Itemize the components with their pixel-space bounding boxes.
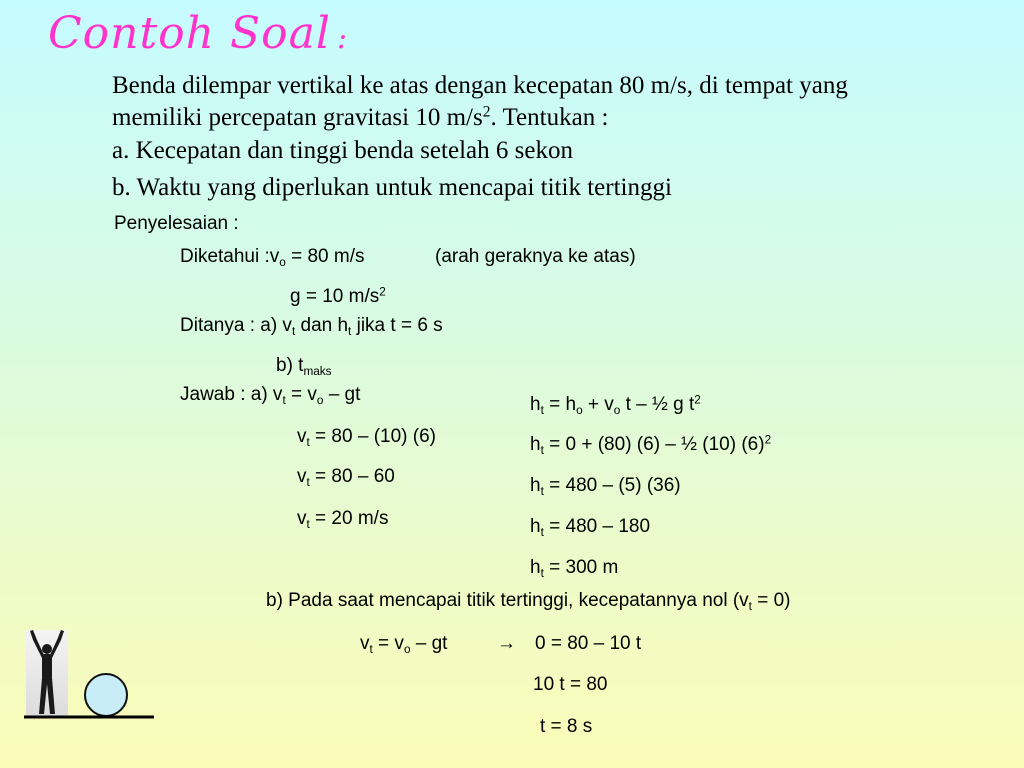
problem-line-1: Benda dilempar vertikal ke atas dengan kecepatan 80 m/s, di tempat yang bbox=[112, 72, 848, 99]
ht-step-2: $h_t = 480 - (5)$ (36) bbox=[530, 475, 681, 499]
ball-icon bbox=[85, 674, 127, 716]
part-b-step-1: 0 = 80 – 10 t bbox=[535, 633, 642, 654]
vt-step-2: $v_t = 80 - 60$ bbox=[297, 466, 395, 490]
part-b-statement: b) Pada saat mencapai titik tertinggi, kecepatannya nol $(v_t = 0)$ bbox=[266, 590, 791, 614]
known-gravity: g = 10 $m/s^2$ bbox=[290, 285, 386, 307]
part-b-formula: $v_t = v_o$ – gt bbox=[360, 633, 448, 657]
part-b-result: t = 8 s bbox=[540, 716, 593, 737]
ht-step-3: $h_t = 480 - 180$ bbox=[530, 516, 651, 540]
vt-result: $v_t = 20$ m/s bbox=[297, 508, 389, 532]
problem-line-2: memiliki percepatan gravitasi 10 $m/s^2$. Tentukan : bbox=[112, 103, 609, 131]
ht-result: $h_t = 300$ m bbox=[530, 557, 619, 581]
arrow-icon: → bbox=[497, 633, 516, 654]
asked-b: b) $t_{maks}$ bbox=[276, 355, 332, 379]
ht-step-1: $h_t = 0 + (80)$ (6) – ½ (10) $(6)^2$ bbox=[530, 433, 772, 458]
asked-a: Ditanya : a) $v_t$ dan $h_t$ jika t = 6 s bbox=[180, 315, 443, 339]
ht-formula: $h_t = h_o + v_o$ t – ½ g $t^2$ bbox=[530, 393, 701, 418]
person-ball-illustration bbox=[22, 628, 162, 724]
known-velocity: Diketahui $:v_o = 80$ m/s bbox=[180, 246, 365, 270]
slide-title: Contoh Soal : bbox=[48, 8, 349, 59]
problem-item-a: a. Kecepatan dan tinggi benda setelah 6 sekon bbox=[112, 137, 573, 164]
solution-heading: Penyelesaian : bbox=[114, 213, 239, 234]
answer-a-formula: Jawab : a) $v_t = v_o$ – gt bbox=[180, 384, 361, 408]
vt-step-1: $v_t = 80 - (10)$ (6) bbox=[297, 426, 436, 450]
part-b-step-2: 10 t = 80 bbox=[533, 674, 608, 695]
problem-item-b: b. Waktu yang diperlukan untuk mencapai titik tertinggi bbox=[112, 174, 672, 201]
known-direction-note: (arah geraknya ke atas) bbox=[435, 246, 636, 267]
